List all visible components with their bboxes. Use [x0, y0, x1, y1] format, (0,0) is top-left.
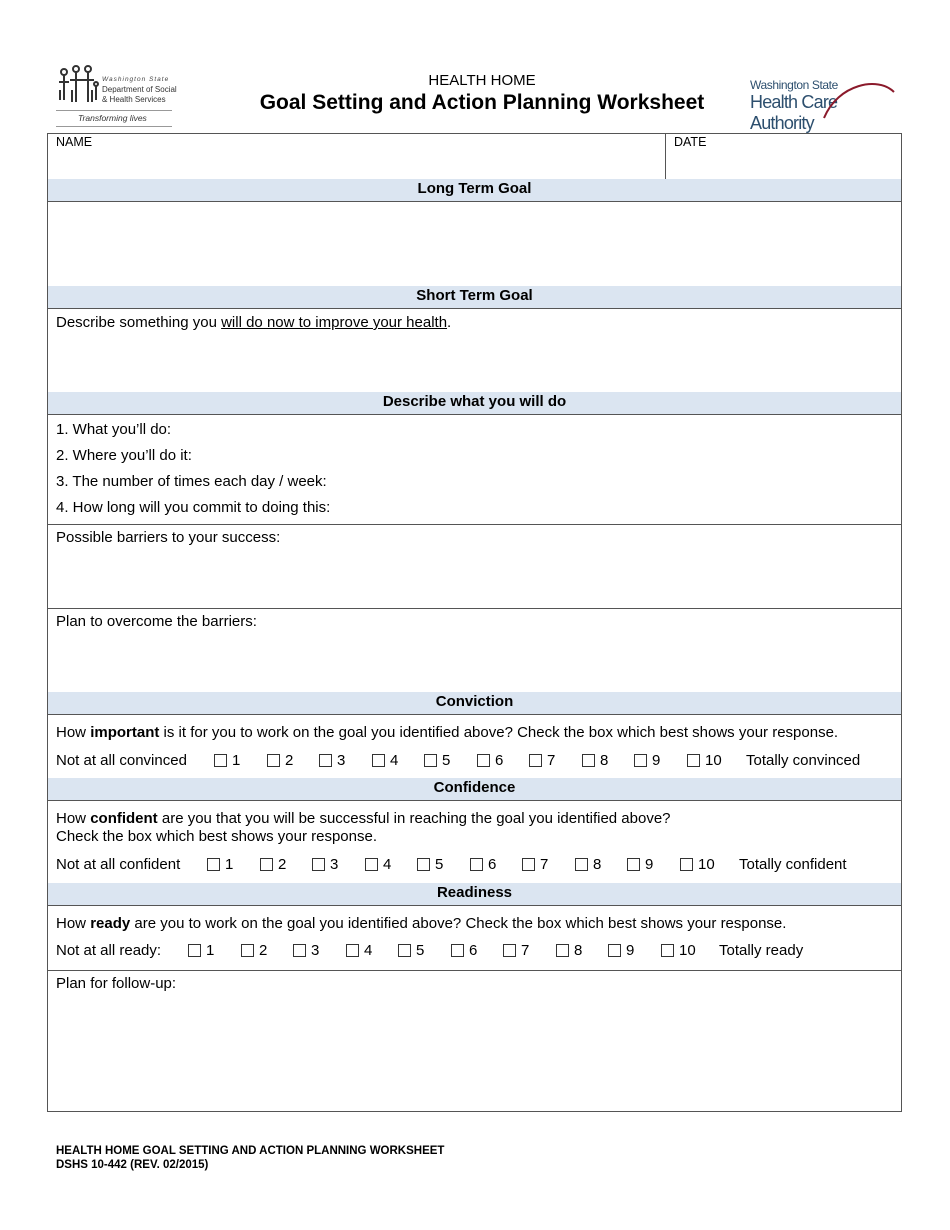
scale-number: 4: [390, 752, 399, 769]
scale-number: 10: [679, 942, 696, 959]
scale-low-label: Not at all convinced: [56, 752, 187, 769]
logo-department-text: Department of Social & Health Services: [102, 85, 177, 104]
scale-number: 7: [540, 856, 549, 873]
checkbox[interactable]: [582, 754, 595, 767]
scale-number: 4: [364, 942, 373, 959]
hca-logo-line2: Health Care Authority: [750, 92, 838, 133]
q-part: are you to work on the goal you identified above? Check the box which best shows your response.: [130, 915, 787, 932]
scale-number: 3: [337, 752, 346, 769]
checkbox[interactable]: [293, 944, 306, 957]
conviction-header: Conviction: [48, 692, 901, 715]
hca-logo: [750, 78, 900, 133]
checkbox[interactable]: [365, 858, 378, 871]
logo-tagline: Transforming lives: [78, 113, 147, 123]
scale-number: 6: [469, 942, 478, 959]
checkbox[interactable]: [188, 944, 201, 957]
scale-high-label: Totally convinced: [746, 752, 861, 769]
scale-number: 2: [285, 752, 294, 769]
scale-high-label: Totally ready: [719, 942, 804, 959]
scale-option[interactable]: [661, 942, 696, 959]
describe-field[interactable]: [48, 414, 901, 525]
scale-option[interactable]: [188, 942, 214, 959]
step-item: 4. How long will you commit to doing this:: [56, 499, 331, 516]
hca-logo-line1: Washington State: [750, 78, 838, 92]
step-item: 2. Where you’ll do it:: [56, 447, 192, 464]
checkbox[interactable]: [214, 754, 227, 767]
conviction-section: [48, 714, 901, 779]
overcome-field[interactable]: [48, 608, 901, 693]
checkbox[interactable]: [608, 944, 621, 957]
scale-number: 2: [259, 942, 268, 959]
step-item: 1. What you’ll do:: [56, 421, 172, 438]
scale-option[interactable]: [319, 752, 345, 769]
step-item: 3. The number of times each day / week:: [56, 473, 327, 490]
scale-number: 8: [600, 752, 609, 769]
checkbox[interactable]: [575, 858, 588, 871]
scale-number: 5: [416, 942, 425, 959]
scale-option[interactable]: [556, 942, 582, 959]
checkbox[interactable]: [470, 858, 483, 871]
scale-number: 10: [705, 752, 722, 769]
checkbox[interactable]: [556, 944, 569, 957]
checkbox[interactable]: [634, 754, 647, 767]
short-term-prompt-underlined: will do now to improve your health: [221, 314, 448, 331]
q-bold: ready: [90, 915, 131, 932]
date-label: DATE: [674, 135, 707, 149]
scale-number: 7: [521, 942, 530, 959]
logo-rule-bottom: [56, 126, 172, 127]
scale-number: 9: [652, 752, 661, 769]
short-term-prompt: [56, 314, 451, 331]
scale-option[interactable]: [207, 856, 233, 873]
describe-header: Describe what you will do: [48, 392, 901, 415]
checkbox[interactable]: [680, 858, 693, 871]
short-term-goal-header: Short Term Goal: [48, 286, 901, 309]
header-subtitle: HEALTH HOME: [428, 72, 536, 89]
scale-option[interactable]: [260, 856, 286, 873]
confidence-section: [48, 800, 901, 884]
scale-number: 9: [645, 856, 654, 873]
scale-number: 1: [225, 856, 234, 873]
scale-option[interactable]: [529, 752, 555, 769]
short-term-prompt-part: Describe something you: [56, 314, 222, 331]
checkbox[interactable]: [398, 944, 411, 957]
confidence-question-line2: Check the box which best shows your response.: [56, 828, 377, 845]
scale-option[interactable]: [627, 856, 653, 873]
scale-number: 7: [547, 752, 556, 769]
short-term-goal-field[interactable]: [48, 308, 901, 393]
confidence-question: [56, 810, 671, 827]
checkbox[interactable]: [417, 858, 430, 871]
scale-number: 6: [495, 752, 504, 769]
footer: [56, 1144, 444, 1172]
checkbox[interactable]: [627, 858, 640, 871]
page-title: Goal Setting and Action Planning Worksheet: [259, 91, 705, 114]
scale-option[interactable]: [451, 942, 477, 959]
checkbox[interactable]: [503, 944, 516, 957]
readiness-question: [56, 915, 786, 932]
checkbox[interactable]: [451, 944, 464, 957]
followup-label: Plan for follow-up:: [56, 975, 177, 992]
long-term-goal-field[interactable]: [48, 201, 901, 287]
logo-state-text: Washington State: [102, 76, 170, 83]
date-field[interactable]: [666, 134, 901, 179]
scale-option[interactable]: [608, 942, 634, 959]
scale-option[interactable]: [365, 856, 391, 873]
scale-number: 5: [442, 752, 451, 769]
q-part: How: [56, 810, 91, 827]
checkbox[interactable]: [522, 858, 535, 871]
checkbox[interactable]: [260, 858, 273, 871]
scale-option[interactable]: [575, 856, 601, 873]
hca-swoosh-icon: [818, 78, 898, 122]
checkbox[interactable]: [312, 858, 325, 871]
scale-option[interactable]: [687, 752, 722, 769]
scale-option[interactable]: [241, 942, 267, 959]
q-part: are you that you will be successful in reaching the goal you identified above?: [157, 810, 671, 827]
footer-form-number: DSHS 10-442 (REV. 02/2015): [56, 1159, 209, 1171]
scale-option[interactable]: [477, 752, 503, 769]
scale-number: 2: [278, 856, 287, 873]
scale-option[interactable]: [582, 752, 608, 769]
q-part: How: [56, 915, 91, 932]
checkbox[interactable]: [477, 754, 490, 767]
scale-number: 3: [330, 856, 339, 873]
followup-field[interactable]: [48, 970, 901, 1111]
footer-title: HEALTH HOME GOAL SETTING AND ACTION PLANNING WORKSHEET: [56, 1145, 445, 1157]
scale-number: 4: [383, 856, 392, 873]
checkbox[interactable]: [267, 754, 280, 767]
q-bold: important: [90, 724, 160, 741]
scale-number: 8: [593, 856, 602, 873]
q-bold: confident: [90, 810, 158, 827]
scale-option[interactable]: [417, 856, 443, 873]
scale-option[interactable]: [214, 752, 240, 769]
scale-number: 1: [232, 752, 241, 769]
long-term-goal-header: Long Term Goal: [48, 179, 901, 202]
checkbox[interactable]: [529, 754, 542, 767]
scale-option[interactable]: [398, 942, 424, 959]
confidence-header: Confidence: [48, 778, 901, 801]
scale-option[interactable]: [470, 856, 496, 873]
checkbox[interactable]: [661, 944, 674, 957]
barriers-label: Possible barriers to your success:: [56, 529, 281, 546]
name-field[interactable]: [48, 134, 666, 179]
worksheet-form: [47, 133, 902, 1112]
checkbox[interactable]: [424, 754, 437, 767]
scale-number: 6: [488, 856, 497, 873]
readiness-header: Readiness: [48, 883, 901, 906]
scale-option[interactable]: [503, 942, 529, 959]
scale-option[interactable]: [346, 942, 372, 959]
checkbox[interactable]: [372, 754, 385, 767]
scale-option[interactable]: [424, 752, 450, 769]
name-label: NAME: [56, 135, 93, 149]
scale-option[interactable]: [312, 856, 338, 873]
scale-low-label: Not at all confident: [56, 856, 181, 873]
scale-option[interactable]: [680, 856, 715, 873]
scale-number: 9: [626, 942, 635, 959]
short-term-prompt-end: .: [447, 314, 452, 331]
q-part: How: [56, 724, 91, 741]
scale-high-label: Totally confident: [739, 856, 847, 873]
readiness-section: [48, 905, 901, 971]
scale-number: 5: [435, 856, 444, 873]
scale-number: 8: [574, 942, 583, 959]
overcome-label: Plan to overcome the barriers:: [56, 613, 257, 630]
scale-number: 1: [206, 942, 215, 959]
scale-option[interactable]: [634, 752, 660, 769]
q-part: is it for you to work on the goal you identified above? Check the box which best shows your response.: [159, 724, 839, 741]
checkbox[interactable]: [207, 858, 220, 871]
scale-option[interactable]: [372, 752, 398, 769]
checkbox[interactable]: [687, 754, 700, 767]
name-date-row: [48, 134, 901, 180]
checkbox[interactable]: [241, 944, 254, 957]
barriers-field[interactable]: [48, 524, 901, 609]
scale-low-label: Not at all ready:: [56, 942, 162, 959]
conviction-question: [56, 724, 838, 741]
scale-number: 10: [698, 856, 715, 873]
scale-option[interactable]: [293, 942, 319, 959]
scale-number: 3: [311, 942, 320, 959]
scale-option[interactable]: [522, 856, 548, 873]
scale-option[interactable]: [267, 752, 293, 769]
checkbox[interactable]: [319, 754, 332, 767]
checkbox[interactable]: [346, 944, 359, 957]
